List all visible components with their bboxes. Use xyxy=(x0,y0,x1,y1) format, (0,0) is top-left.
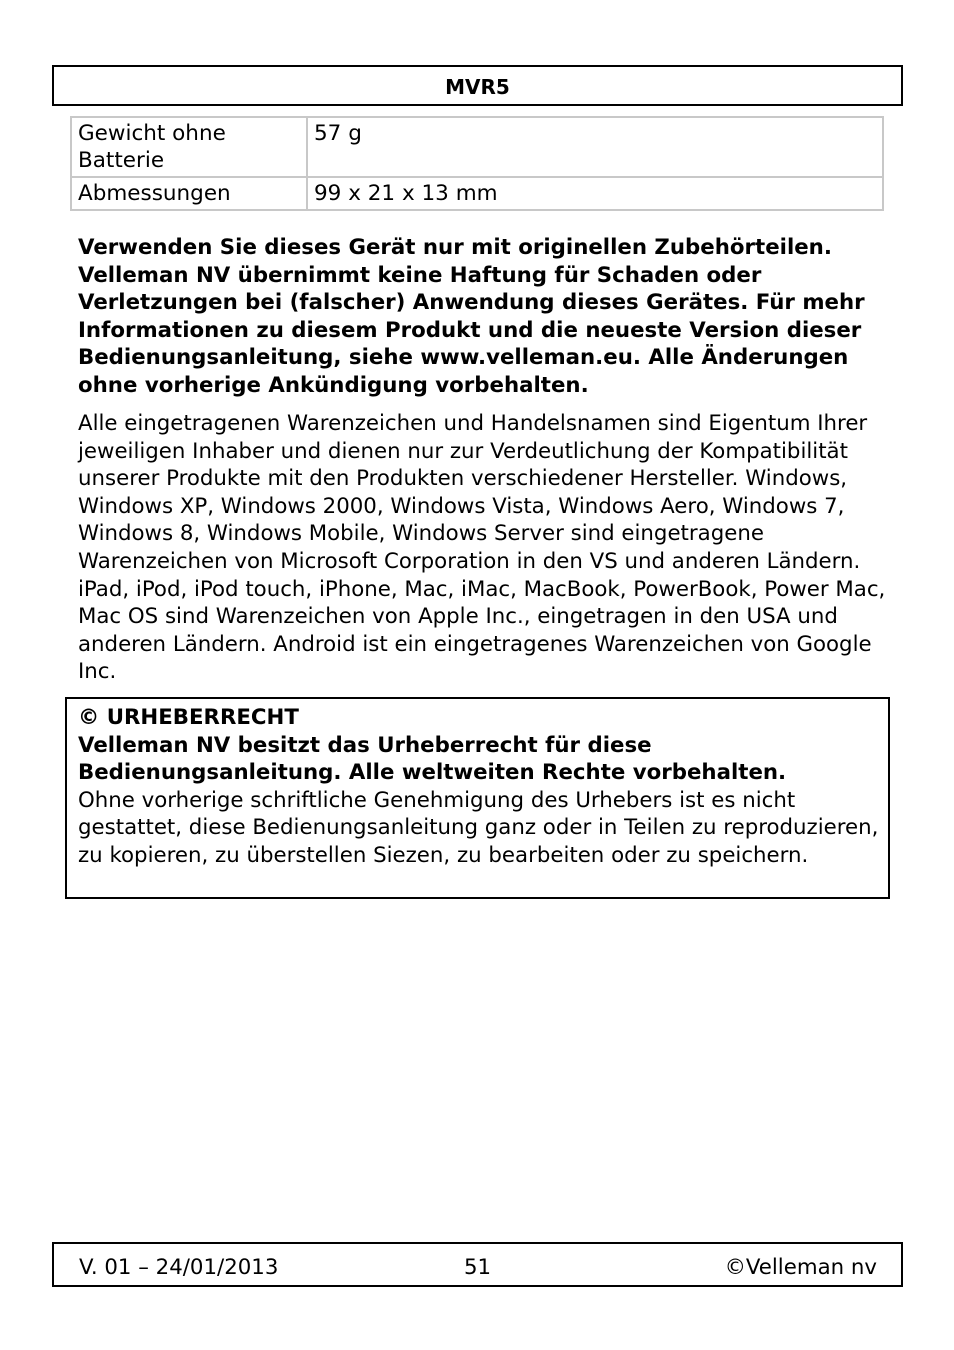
copyright-box xyxy=(65,697,890,899)
table-row xyxy=(71,177,883,210)
copyright-bold-text: Velleman NV besitzt das Urheberrecht für diese Bedienungsanleitung. Alle weltweiten Rechte vorbehalten. xyxy=(78,732,787,786)
spec-label: Gewicht ohne Batterie xyxy=(71,117,307,177)
copyright-body-text: Ohne vorherige schriftliche Genehmigung des Urhebers ist es nicht gestattet, diese Bedienungsanleitung ganz oder in Teilen zu reproduzieren, zu kopieren, zu überstellen Siezen, zu bearbeiten oder zu speichern. xyxy=(78,787,879,868)
warning-paragraph: Verwenden Sie dieses Gerät nur mit originellen Zubehörteilen. Velleman NV übernimmt keine Haftung für Schaden oder Verletzungen bei (falscher) Anwendung dieses Gerätes. Für mehr Informationen zu diesem Produkt und die neueste Version dieser Bedienungsanleitung, siehe www.velleman.eu. Alle Änderungen ohne vorherige Ankündigung vorbehalten. xyxy=(78,235,865,398)
table-row xyxy=(71,117,883,177)
header-title: MVR5 xyxy=(445,75,510,99)
specs-table xyxy=(70,116,884,211)
footer-version: V. 01 – 24/01/2013 xyxy=(79,1255,279,1280)
spec-value: 57 g xyxy=(307,117,883,177)
footer-page-number: 51 xyxy=(463,1255,492,1280)
footer-company: ©Velleman nv xyxy=(724,1255,877,1280)
spec-label: Abmessungen xyxy=(71,177,307,210)
page-header xyxy=(52,65,903,106)
trademarks-paragraph: Alle eingetragenen Warenzeichen und Handelsnamen sind Eigentum Ihrer jeweiligen Inhaber und dienen nur zur Verdeutlichung der Kompatibilität unserer Produkte mit den Produkten verschiedener Hersteller. Windows, Windows XP, Windows 2000, Windows Vista, Windows Aero, Windows 7, Windows 8, Windows Mobile, Windows Server sind eingetragene Warenzeichen von Microsoft Corporation in den VS und anderen Ländern. iPad, iPod, iPod touch, iPhone, Mac, iMac, MacBook, PowerBook, Power Mac, Mac OS sind Warenzeichen von Apple Inc., eingetragen in den USA und anderen Ländern. Android ist ein eingetragenes Warenzeichen von Google Inc. xyxy=(78,411,886,685)
page-footer xyxy=(52,1242,903,1287)
copyright-heading: © URHEBERRECHT xyxy=(78,705,299,730)
spec-value: 99 x 21 x 13 mm xyxy=(307,177,883,210)
